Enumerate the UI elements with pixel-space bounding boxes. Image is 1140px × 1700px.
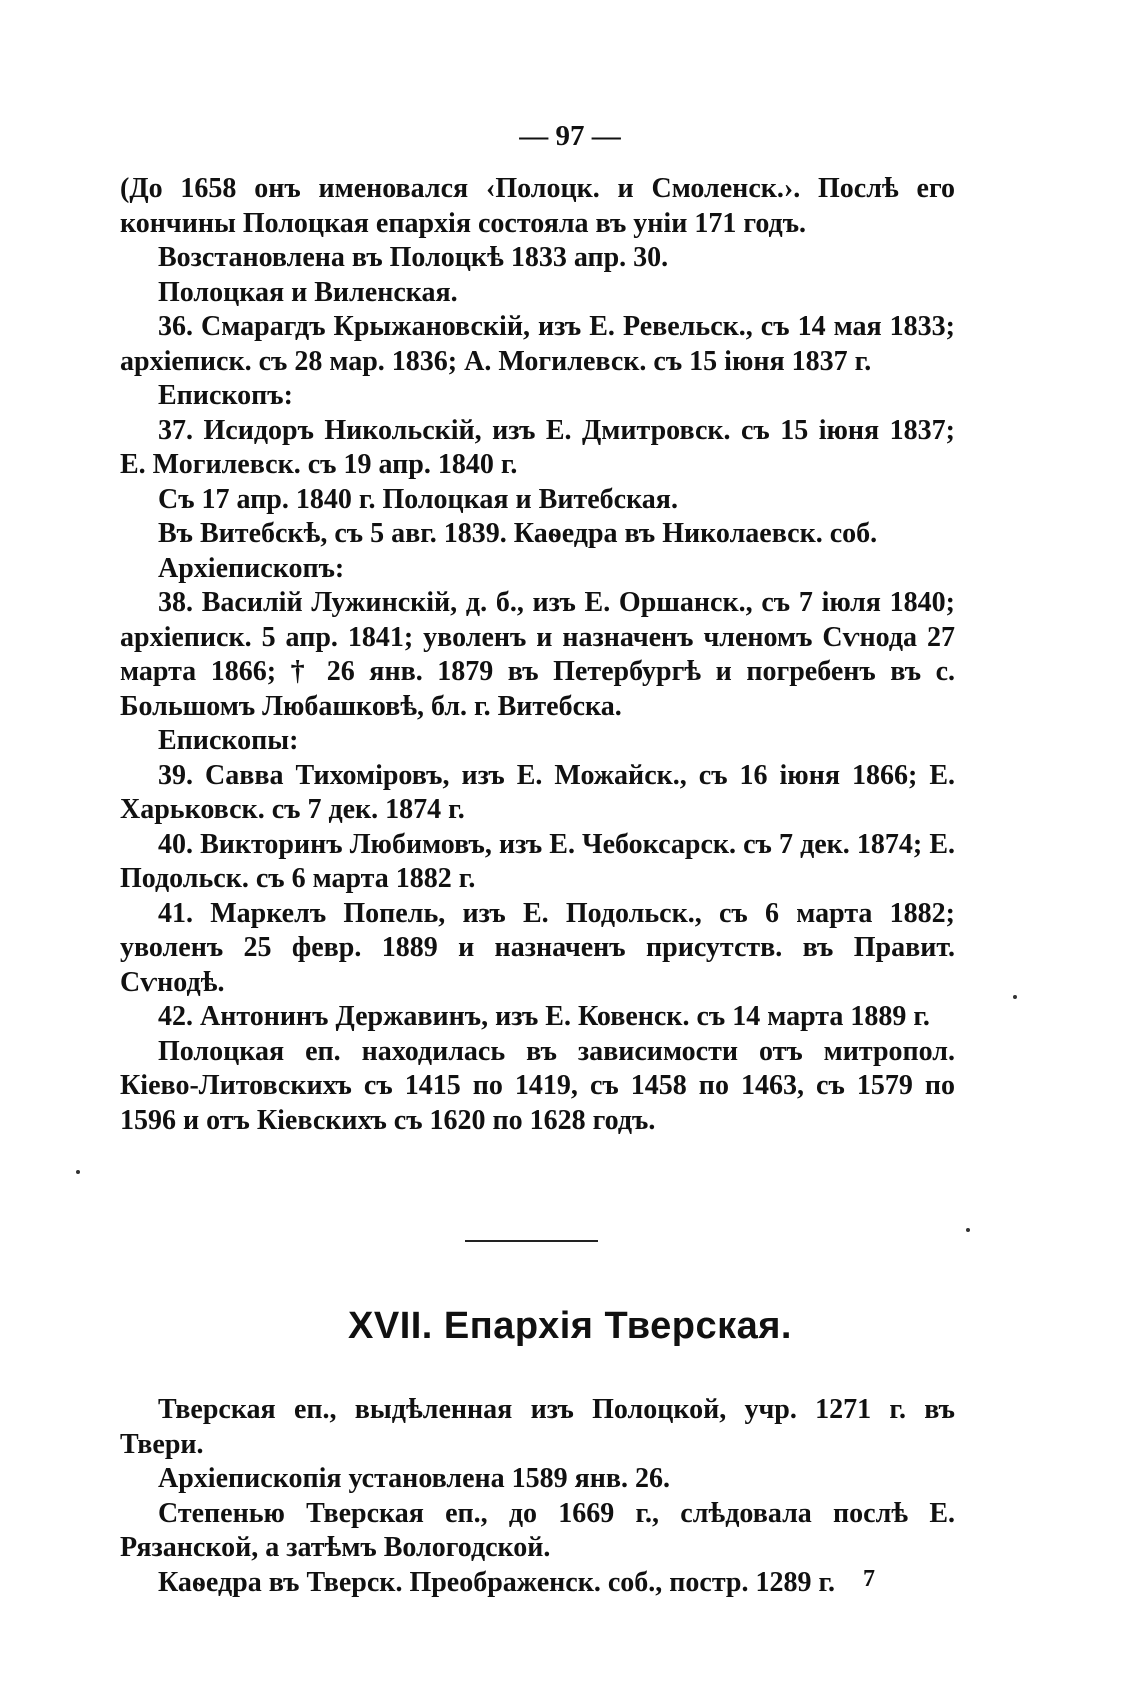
paragraph: Каѳедра въ Тверск. Преображенск. соб., постр. 1289 г.: [158, 1566, 836, 1598]
main-text: [120, 172, 955, 1138]
print-speck: [76, 1170, 80, 1174]
paragraph: Полоцкая еп. находилась въ зависимости отъ митропол. Кіево-Литовскихъ съ 1415 по 1419, съ 1458 по 1463, съ 1579 по 1596 и отъ Кіевскихъ съ 1620 по 1628 годъ.: [120, 1035, 955, 1136]
paragraph: Тверская еп., выдѣленная изъ Полоцкой, учр. 1271 г. въ Твери.: [120, 1394, 955, 1460]
paragraph: 38. Василій Лужинскій, д. б., изъ Е. Оршанск., съ 7 іюля 1840; архіеписк. 5 апр. 1841; уволенъ и назначенъ членомъ Сѵнода 27 марта 1866; † 26 янв. 1879 въ Петербургѣ и погребенъ въ с. Большомъ Любашковѣ, бл. г. Витебска.: [120, 587, 955, 722]
paragraph: 37. Исидоръ Никольскій, изъ Е. Дмитровск. съ 15 іюня 1837; Е. Могилевск. съ 19 апр. 1840 г.: [120, 414, 955, 480]
page-number: — 97 —: [519, 120, 621, 152]
paragraph: Епископы:: [158, 725, 299, 756]
paragraph: Епископъ:: [158, 380, 293, 411]
paragraph: Съ 17 апр. 1840 г. Полоцкая и Витебская.: [158, 483, 678, 515]
paragraph: Архіепископъ:: [158, 552, 345, 584]
paragraph: 39. Савва Тихоміровъ, изъ Е. Можайск., съ 16 іюня 1866; Е. Харьковск. съ 7 дек. 1874 г.: [120, 759, 955, 825]
signature-mark: 7: [863, 1566, 875, 1592]
paragraph: (До 1658 онъ именовался ‹Полоцк. и Смоленск.›. Послѣ его кончины Полоцкая епархія состояла въ уніи 171 годъ.: [120, 173, 955, 239]
paragraph: Въ Витебскѣ, съ 5 авг. 1839. Каѳедра въ Николаевск. соб.: [158, 518, 878, 549]
paragraph: 42. Антонинъ Державинъ, изъ Е. Ковенск. съ 14 марта 1889 г.: [158, 1001, 930, 1032]
paragraph: Возстановлена въ Полоцкѣ 1833 апр. 30.: [158, 242, 669, 273]
paragraph: Архіепископія установлена 1589 янв. 26.: [158, 1463, 671, 1494]
paragraph: 40. Викторинъ Любимовъ, изъ Е. Чебоксарск. съ 7 дек. 1874; Е. Подольск. съ 6 марта 1882 г.: [120, 828, 955, 894]
paragraph: 41. Маркелъ Попель, изъ Е. Подольск., съ 6 марта 1882; уволенъ 25 февр. 1889 и назначенъ присутств. въ Правит. Сѵнодѣ.: [120, 897, 955, 998]
paragraph: 36. Смарагдъ Крыжановскій, изъ Е. Ревельск., съ 14 мая 1833; архіеписк. съ 28 мар. 1836; А. Могилевск. съ 15 іюня 1837 г.: [120, 311, 955, 377]
print-speck: [966, 1228, 970, 1232]
section-text: [120, 1393, 955, 1600]
chapter-title: XVII. Епархія Тверская.: [348, 1305, 792, 1347]
paragraph: Полоцкая и Виленская.: [158, 276, 458, 308]
print-speck: [1013, 995, 1017, 999]
section-divider: [465, 1240, 598, 1242]
paragraph: Степенью Тверская еп., до 1669 г., слѣдовала послѣ Е. Рязанской, а затѣмъ Вологодской.: [120, 1497, 955, 1563]
